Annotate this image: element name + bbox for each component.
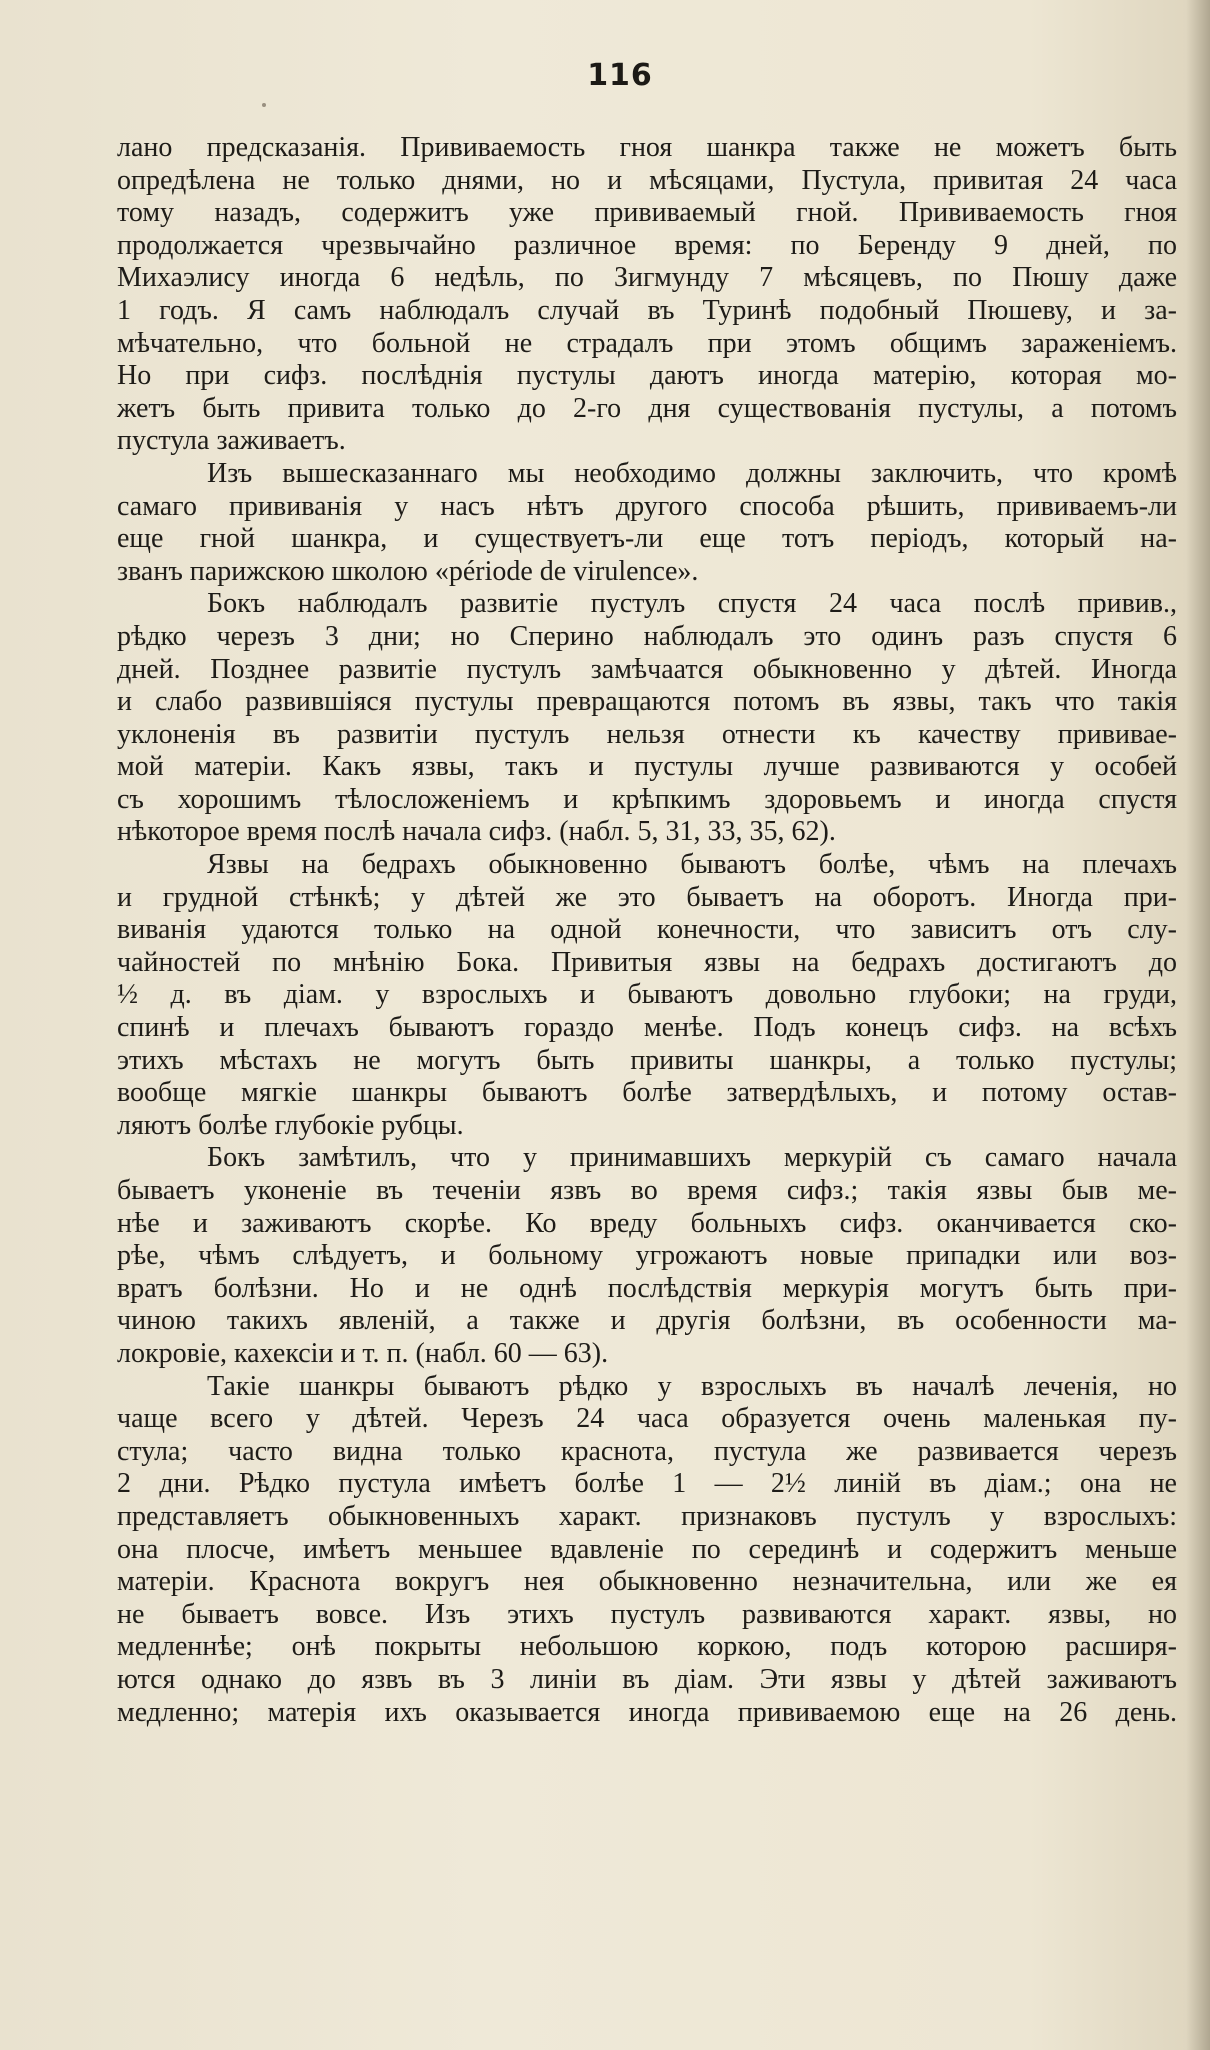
text-line: бываетъ уконеніе въ теченіи язвъ во время сифз.; такія язвы быв ме- bbox=[117, 1175, 1177, 1206]
text-line: представляетъ обыкновенныхъ характ. признаковъ пустулъ у взрослыхъ: bbox=[117, 1500, 1177, 1532]
text-line: виванія удаются только на одной конечности, что зависитъ отъ слу- bbox=[117, 914, 1177, 946]
text-line: опредѣлена не только днями, но и мѣсяцами, Пустула, привитая 24 часа bbox=[117, 164, 1177, 196]
text-line: мой матеріи. Какъ язвы, такъ и пустулы лучше развиваются у особей bbox=[117, 751, 1177, 783]
text-line: вообще мягкіе шанкры бываютъ болѣе затвердѣлыхъ, и потому остав- bbox=[117, 1077, 1177, 1109]
text-line: вратъ болѣзни. Но и не однѣ послѣдствія меркурія могутъ быть при- bbox=[117, 1272, 1177, 1304]
text-line: этихъ мѣстахъ не могутъ быть привиты шанкры, а только пустулы; bbox=[117, 1044, 1177, 1076]
text-line: Михаэлису иногда 6 недѣль, по Зигмунду 7 мѣсяцевъ, по Пюшу даже bbox=[117, 262, 1177, 294]
paper-speck bbox=[262, 103, 266, 107]
text-line: ются однако до язвъ въ 3 линіи въ діам. Эти язвы у дѣтей заживаютъ bbox=[117, 1663, 1177, 1695]
text-line: мѣчательно, что больной не страдалъ при этомъ общимъ зараженіемъ. bbox=[117, 327, 1177, 359]
text-line: Бокъ наблюдалъ развитіе пустулъ спустя 24 часа послѣ привив., bbox=[207, 588, 1177, 620]
text-line: Изъ вышесказаннаго мы необходимо должны заключить, что кромѣ bbox=[207, 457, 1177, 489]
text-line: жетъ быть привита только до 2-го дня существованія пустулы, а потомъ bbox=[117, 392, 1177, 424]
text-line: уклоненія въ развитіи пустулъ нельзя отнести къ качеству прививае- bbox=[117, 718, 1177, 750]
page-number: 116 bbox=[587, 58, 653, 93]
text-line: съ хорошимъ тѣлосложеніемъ и крѣпкимъ здоровьемъ и иногда спустя bbox=[117, 783, 1177, 815]
text-line: 2 дни. Рѣдко пустула имѣетъ болѣе 1 — 2½ линій въ діам.; она не bbox=[117, 1468, 1177, 1500]
text-line: чиною такихъ явленій, а также и другія болѣзни, въ особенности ма- bbox=[117, 1305, 1177, 1337]
text-line: дней. Позднее развитіе пустулъ замѣчаатся обыкновенно у дѣтей. Иногда bbox=[117, 653, 1177, 685]
text-line: рѣдко черезъ 3 дни; но Сперино наблюдалъ это одинъ разъ спустя 6 bbox=[117, 620, 1177, 652]
text-line: локровіе, кахексіи и т. п. (набл. 60 — 63). bbox=[117, 1337, 609, 1369]
text-line: Бокъ замѣтилъ, что у принимавшихъ меркурій съ самаго начала bbox=[207, 1142, 1177, 1174]
text-line: званъ парижскою школою «période de virulence». bbox=[117, 555, 699, 587]
body-text bbox=[117, 132, 1177, 1729]
text-line: рѣе, чѣмъ слѣдуетъ, и больному угрожаютъ новые припадки или воз- bbox=[117, 1240, 1177, 1272]
text-line: она плосче, имѣетъ меньшее вдавленіе по серединѣ и содержитъ меньше bbox=[117, 1533, 1177, 1565]
text-line: ½ д. въ діам. у взрослыхъ и бываютъ довольно глубоки; на груди, bbox=[117, 979, 1177, 1011]
text-line: нѣе и заживаютъ скорѣе. Ко вреду больныхъ сифз. оканчивается ско- bbox=[117, 1207, 1177, 1239]
text-line: и грудной стѣнкѣ; у дѣтей же это бываетъ на оборотъ. Иногда при- bbox=[117, 881, 1177, 913]
text-line: тому назадъ, содержитъ уже прививаемый гной. Прививаемость гноя bbox=[117, 197, 1177, 229]
text-line: не бываетъ вовсе. Изъ этихъ пустулъ развиваются характ. язвы, но bbox=[117, 1598, 1177, 1630]
text-line: продолжается чрезвычайно различное время: по Беренду 9 дней, по bbox=[117, 229, 1177, 261]
text-line: лано предсказанія. Прививаемость гноя шанкра также не можетъ быть bbox=[117, 132, 1177, 163]
text-line: стула; часто видна только краснота, пустула же развивается черезъ bbox=[117, 1435, 1177, 1467]
text-line: медленнѣе; онѣ покрыты небольшою коркою, подъ которою расширя- bbox=[117, 1631, 1177, 1663]
text-line: пустула заживаетъ. bbox=[117, 425, 346, 457]
text-line: спинѣ и плечахъ бываютъ гораздо менѣе. Подъ конецъ сифз. на всѣхъ bbox=[117, 1012, 1177, 1044]
text-line: 1 годъ. Я самъ наблюдалъ случай въ Туринѣ подобный Пюшеву, и за- bbox=[117, 294, 1177, 326]
text-line: нѣкоторое время послѣ начала сифз. (набл. 5, 31, 33, 35, 62). bbox=[117, 816, 836, 848]
text-line: еще гной шанкра, и существуетъ-ли еще тотъ періодъ, который на- bbox=[117, 523, 1177, 555]
text-line: матеріи. Краснота вокругъ нея обыкновенно незначительна, или же ея bbox=[117, 1566, 1177, 1598]
text-line: медленно; матерія ихъ оказывается иногда прививаемою еще на 26 день. bbox=[117, 1696, 1177, 1728]
text-line: чаще всего у дѣтей. Черезъ 24 часа образуется очень маленькая пу- bbox=[117, 1403, 1177, 1435]
text-line: и слабо развившіяся пустулы превращаются потомъ въ язвы, такъ что такія bbox=[117, 686, 1177, 718]
text-line: самаго прививанія у насъ нѣтъ другого способа рѣшить, прививаемъ-ли bbox=[117, 490, 1177, 522]
text-line: Язвы на бедрахъ обыкновенно бываютъ болѣе, чѣмъ на плечахъ bbox=[207, 849, 1177, 881]
text-line: Такіе шанкры бываютъ рѣдко у взрослыхъ въ началѣ леченія, но bbox=[207, 1370, 1177, 1402]
text-line: Но при сифз. послѣднія пустулы даютъ иногда матерію, которая мо- bbox=[117, 360, 1177, 392]
page-edge-shadow bbox=[1186, 0, 1210, 2050]
text-line: чайностей по мнѣнію Бока. Привитыя язвы на бедрахъ достигаютъ до bbox=[117, 946, 1177, 978]
text-line: ляютъ болѣе глубокіе рубцы. bbox=[117, 1109, 464, 1141]
